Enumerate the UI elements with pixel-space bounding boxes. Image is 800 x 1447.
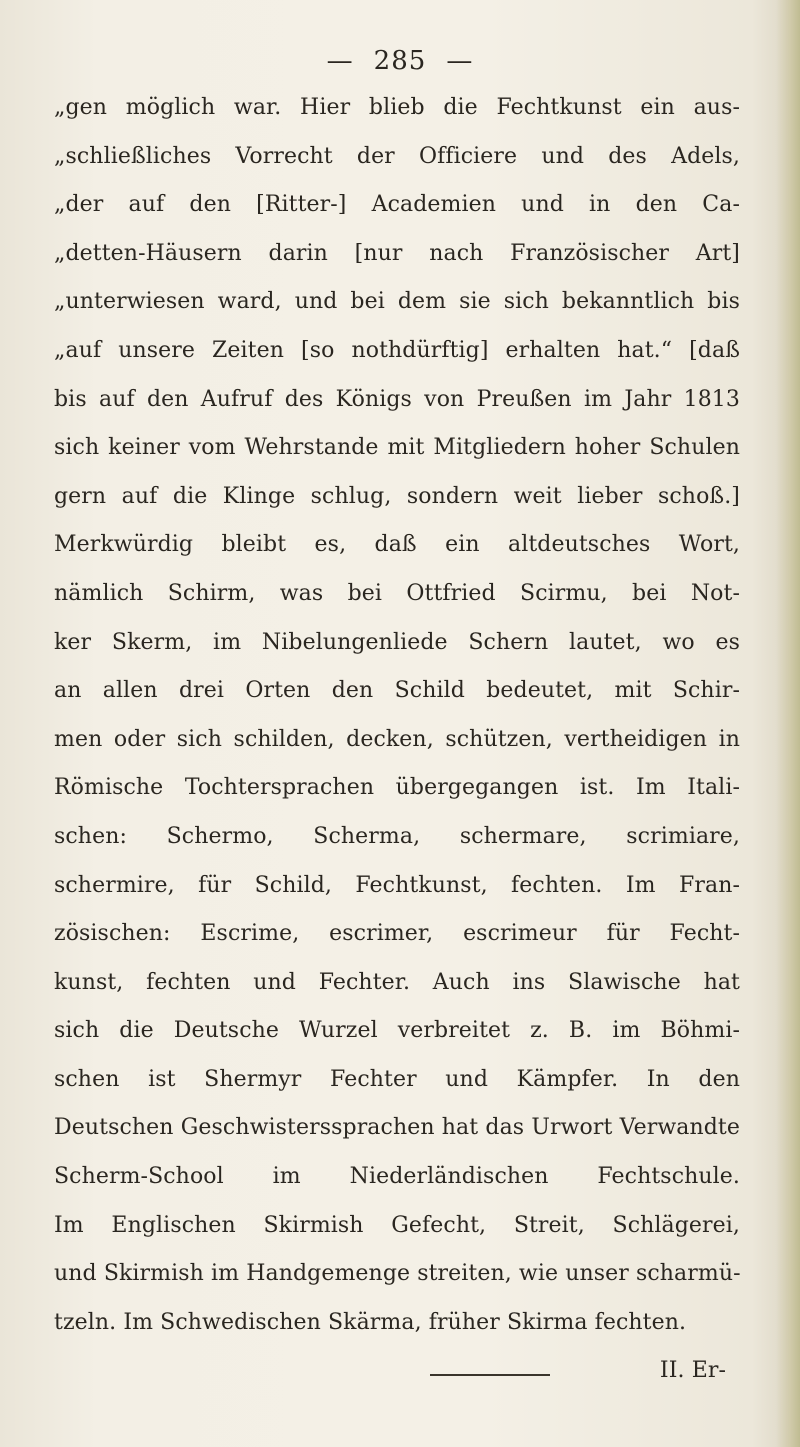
text-line: schen: Schermo, Scherma, schermare, scrimiare, [54, 823, 740, 849]
text-line: „der auf den [Ritter-] Academien und in den Ca- [54, 192, 740, 218]
text-line: Scherm-School im Niederländischen Fechtschule. [54, 1164, 740, 1190]
text-line: Im Englischen Skirmish Gefecht, Streit, Schlägerei, [54, 1212, 740, 1238]
text-line: „schließliches Vorrecht der Officiere und des Adels, [54, 143, 740, 169]
text-line: schen ist Shermyr Fechter und Kämpfer. In den [54, 1066, 740, 1092]
text-line: „unterwiesen ward, und bei dem sie sich bekanntlich bis [54, 289, 740, 315]
body-text [54, 84, 740, 1396]
page-header [0, 46, 800, 76]
text-line: Merkwürdig bleibt es, daß ein altdeutsches Wort, [54, 532, 740, 558]
text-line: gern auf die Klinge schlug, sondern weit lieber schoß.] [54, 483, 740, 509]
text-line: bis auf den Aufruf des Königs von Preußen im Jahr 1813 [54, 386, 740, 412]
header-dash-left: — [326, 46, 354, 76]
page-number: 285 [373, 46, 427, 76]
text-line: „auf unsere Zeiten [so nothdürftig] erhalten hat.“ [daß [54, 337, 740, 363]
text-line: tzeln. Im Schwedischen Skärma, früher Skirma fechten. [54, 1309, 687, 1335]
text-line: sich die Deutsche Wurzel verbreitet z. B. im Böhmi- [54, 1018, 740, 1044]
text-line: nämlich Schirm, was bei Ottfried Scirmu, bei Not- [54, 580, 740, 606]
text-line: zösischen: Escrime, escrimer, escrimeur für Fecht- [54, 921, 740, 947]
text-line: schermire, für Schild, Fechtkunst, fechten. Im Fran- [54, 872, 740, 898]
header-dash-right: — [446, 46, 474, 76]
text-line: kunst, fechten und Fechter. Auch ins Slawische hat [54, 969, 740, 995]
text-line: an allen drei Orten den Schild bedeutet, mit Schir- [54, 678, 740, 704]
text-line: ker Skerm, im Nibelungenliede Schern lautet, wo es [54, 629, 740, 655]
footer-rule [430, 1374, 550, 1376]
text-line: Römische Tochtersprachen übergegangen ist. Im Itali- [54, 775, 740, 801]
signature-mark: II. Er- [659, 1358, 726, 1384]
text-line: men oder sich schilden, decken, schützen, vertheidigen in [54, 726, 740, 752]
text-line: und Skirmish im Handgemenge streiten, wie unser scharmü- [54, 1261, 741, 1287]
page-edge-stain [776, 0, 800, 1447]
text-line: „gen möglich war. Hier blieb die Fechtkunst ein aus- [54, 95, 740, 120]
text-line: „detten-Häusern darin [nur nach Französischer Art] [54, 240, 740, 266]
text-line: Deutschen Geschwisterssprachen hat das Urwort Verwandte [54, 1115, 740, 1141]
text-line: sich keiner vom Wehrstande mit Mitgliedern hoher Schulen [54, 435, 740, 461]
